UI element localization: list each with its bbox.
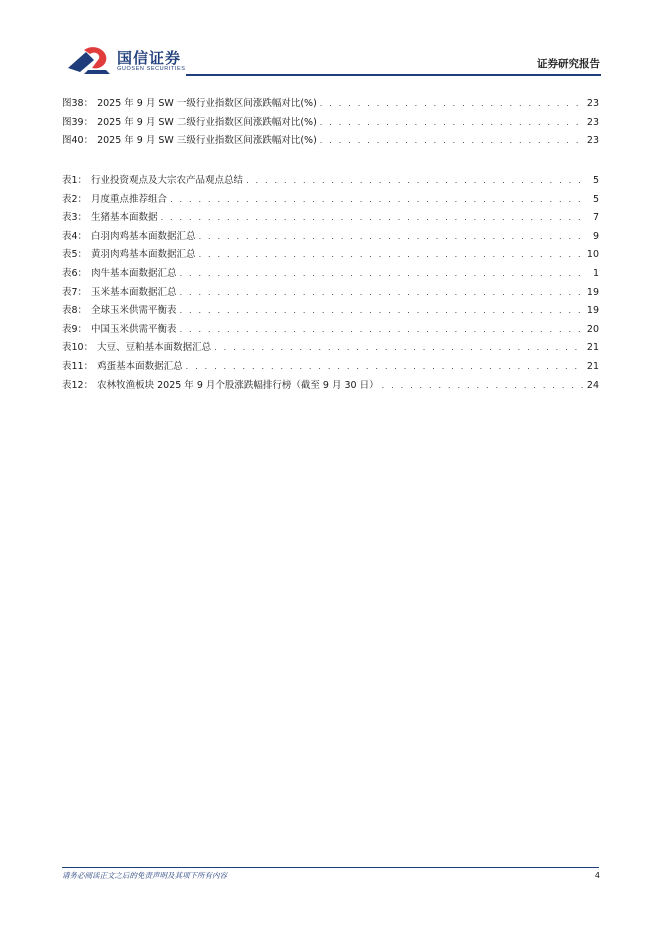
toc-page-number: 23 bbox=[586, 98, 599, 109]
toc-label: 表2： bbox=[62, 193, 88, 205]
toc-row-figure[interactable] bbox=[62, 132, 599, 151]
table-list bbox=[62, 172, 599, 395]
toc-page-number: 21 bbox=[586, 342, 599, 354]
toc-page-number: 19 bbox=[586, 286, 599, 298]
page-number: 4 bbox=[594, 871, 600, 880]
toc-label: 图39： bbox=[62, 116, 94, 128]
toc-row-table[interactable] bbox=[62, 172, 599, 191]
toc-title: 行业投资观点及大宗农产品观点总结 bbox=[91, 175, 244, 186]
toc-dot-leader bbox=[320, 118, 584, 127]
brand-name-cn: 国信证券 bbox=[117, 49, 182, 67]
toc-page-number: 9 bbox=[592, 230, 599, 242]
toc-label: 表5： bbox=[62, 249, 88, 261]
toc-page-number: 20 bbox=[586, 323, 599, 335]
toc-row-figure[interactable] bbox=[62, 95, 599, 114]
toc-label: 表12： bbox=[62, 379, 94, 391]
report-type-label: 证券研究报告 bbox=[537, 58, 600, 70]
toc-dot-leader bbox=[161, 213, 584, 222]
toc-dot-leader bbox=[180, 288, 584, 297]
page-header bbox=[0, 0, 662, 80]
toc-title: 生猪基本面数据 bbox=[91, 212, 158, 224]
toc-row-table[interactable] bbox=[62, 358, 599, 377]
toc-dot-leader bbox=[199, 232, 584, 241]
toc-label: 表11： bbox=[62, 360, 94, 372]
toc-page-number: 10 bbox=[586, 249, 599, 261]
toc-row-table[interactable] bbox=[62, 191, 599, 210]
guosen-logo-icon bbox=[66, 46, 112, 76]
toc-dot-leader bbox=[180, 306, 584, 315]
toc-row-table[interactable] bbox=[62, 246, 599, 265]
toc-dot-leader bbox=[170, 195, 584, 204]
toc-page-number: 19 bbox=[586, 305, 599, 317]
toc-dot-leader bbox=[180, 325, 584, 334]
toc-page-number: 23 bbox=[586, 116, 599, 128]
toc-title: 肉牛基本面数据汇总 bbox=[91, 267, 177, 279]
toc-row-table[interactable] bbox=[62, 321, 599, 340]
toc-dot-leader bbox=[199, 250, 584, 259]
toc-label: 表1： bbox=[62, 175, 88, 186]
toc-page-number: 7 bbox=[592, 212, 599, 224]
toc-title: 2025 年 9 月 SW 二级行业指数区间涨跌幅对比(%) bbox=[97, 116, 317, 128]
toc-label: 图40： bbox=[62, 135, 94, 147]
toc-label: 图38： bbox=[62, 98, 94, 109]
toc-dot-leader bbox=[320, 99, 584, 108]
toc-row-table[interactable] bbox=[62, 228, 599, 247]
footer-divider bbox=[62, 867, 599, 868]
toc-label: 表7： bbox=[62, 286, 88, 298]
toc-row-table[interactable] bbox=[62, 265, 599, 284]
toc-dot-leader bbox=[246, 176, 584, 185]
toc-label: 表4： bbox=[62, 230, 88, 242]
toc-row-figure[interactable] bbox=[62, 114, 599, 133]
toc-dot-leader bbox=[180, 269, 584, 278]
toc-title: 鸡蛋基本面数据汇总 bbox=[97, 360, 183, 372]
toc-title: 大豆、豆粕基本面数据汇总 bbox=[97, 342, 212, 354]
toc-dot-leader bbox=[320, 136, 584, 145]
toc-row-table[interactable] bbox=[62, 209, 599, 228]
toc-title: 月度重点推荐组合 bbox=[91, 193, 168, 205]
toc-label: 表10： bbox=[62, 342, 94, 354]
toc-row-table[interactable] bbox=[62, 339, 599, 358]
toc-title: 玉米基本面数据汇总 bbox=[91, 286, 177, 298]
toc-page-number: 21 bbox=[586, 360, 599, 372]
toc-page-number: 23 bbox=[586, 135, 599, 147]
toc-page-number: 24 bbox=[586, 379, 599, 391]
brand-name-en: GUOSEN SECURITIES bbox=[117, 66, 186, 72]
toc-label: 表8： bbox=[62, 305, 88, 317]
toc-title: 2025 年 9 月 SW 三级行业指数区间涨跌幅对比(%) bbox=[97, 135, 317, 147]
toc-title: 中国玉米供需平衡表 bbox=[91, 323, 177, 335]
toc-dot-leader bbox=[214, 343, 584, 352]
toc-label: 表3： bbox=[62, 212, 88, 224]
figure-list bbox=[62, 95, 599, 151]
toc-title: 全球玉米供需平衡表 bbox=[91, 305, 177, 317]
footer-disclaimer: 请务必阅读正文之后的免责声明及其项下所有内容 bbox=[62, 871, 227, 880]
toc-title: 2025 年 9 月 SW 一级行业指数区间涨跌幅对比(%) bbox=[97, 98, 317, 109]
toc-title: 白羽肉鸡基本面数据汇总 bbox=[91, 230, 196, 242]
toc-dot-leader bbox=[186, 362, 584, 371]
toc-page-number: 5 bbox=[592, 175, 599, 186]
toc-title: 黄羽肉鸡基本面数据汇总 bbox=[91, 249, 196, 261]
toc-label: 表9： bbox=[62, 323, 88, 335]
toc-row-table[interactable] bbox=[62, 302, 599, 321]
toc-title: 农林牧渔板块 2025 年 9 月个股涨跌幅排行榜（截至 9 月 30 日） bbox=[97, 379, 379, 391]
toc-dot-leader bbox=[382, 381, 584, 390]
toc-page-number: 5 bbox=[592, 193, 599, 205]
toc-page-number: 1 bbox=[592, 267, 599, 279]
toc-row-table[interactable] bbox=[62, 377, 599, 396]
toc-label: 表6： bbox=[62, 267, 88, 279]
header-divider bbox=[186, 74, 601, 76]
toc-row-table[interactable] bbox=[62, 284, 599, 303]
